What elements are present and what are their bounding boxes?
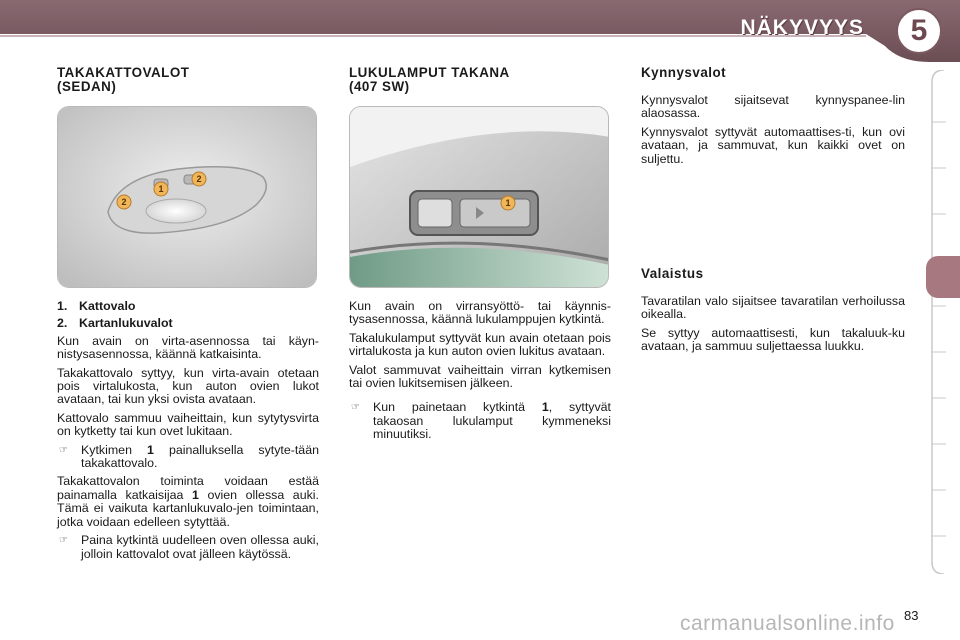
paragraph-text: ovien ollessa auki. Tämä ei vaikuta kartanlukuvalo-jen toimintaan, jotka voidaan edelleen sytyttää. [57, 487, 319, 529]
section-heading-threshold-lights: Kynnysvalot [641, 65, 727, 80]
bullet-text: Paina kytkintä uudelleen oven ollessa auki, jolloin kattovalot ovat jälleen käytössä. [81, 533, 319, 561]
legend-item [57, 300, 319, 313]
bullet-text: , syttyvät takaosan lukulamput kymmeneksi minuutiksi. [373, 400, 611, 442]
bullet-bold: 1 [147, 442, 154, 457]
column-threshold-and-boot-lights [641, 66, 905, 359]
bullet-item [57, 534, 319, 561]
paragraph: Kun avain on virta-asennossa tai käyn-nistysasennossa, käännä katkaisinta. [57, 333, 319, 362]
section-heading-boot-light: Valaistus [641, 266, 704, 282]
legend-label: Kartanlukuvalot [79, 316, 173, 331]
bullet-text: Kun painetaan kytkintä [373, 400, 542, 415]
paragraph: Se syttyy automaattisesti, kun takaluuk-ku avataan, ja sammuu suljettaessa luukku. [641, 325, 905, 354]
bullet-bold: 1 [541, 400, 549, 415]
callout-label: 1 [505, 198, 511, 208]
bullet-item [349, 401, 611, 441]
legend-item [57, 317, 319, 330]
chapter-header [0, 0, 960, 62]
paragraph: Tavaratilan valo sijaitsee tavaratilan verhoilussa oikealla. [641, 294, 905, 322]
paragraph: Kattovalo sammuu vaiheittain, kun sytytysvirta on kytketty tai kun ovet lukitaan. [57, 410, 319, 439]
paragraph: Valot sammuvat vaiheittain virran kytkemisen tai ovien lukitsemisen jälkeen. [349, 362, 611, 391]
paragraph-bold: 1 [191, 487, 199, 502]
callout-label: 1 [158, 184, 164, 194]
legend-label: Kattovalo [79, 299, 136, 313]
section-heading [349, 66, 611, 94]
pointing-hand-icon: ☞ [351, 402, 360, 414]
paragraph [57, 475, 319, 529]
callout-label: 2 [121, 197, 127, 207]
watermark: carmanualsonline.info [680, 612, 895, 635]
paragraph: Takalukulamput syttyvät kun avain otetaan pois virtalukosta ja kun auton ovien lukitus avataan. [349, 330, 611, 359]
paragraph: Takakattovalo syttyy, kun virta-avain otetaan pois virtalukosta, kun auton ovien lukot avataan, tai kun yksi ovista avataan. [57, 365, 319, 407]
column-rear-ceiling-lights [57, 66, 319, 566]
paragraph: Kynnysvalot syttyvät automaattises-ti, kun ovi avataan, ja sammuvat, kun kaikki ovet on suljettu. [641, 124, 905, 166]
pointing-hand-icon: ☞ [59, 444, 68, 456]
page-number: 83 [904, 608, 919, 623]
chapter-title: NÄKYVYYS [740, 16, 864, 39]
paragraph: Kun avain on virransyöttö- tai käynnis-tysasennossa, käännä lukulamppujen kytkintä. [349, 299, 611, 327]
reading-lamp-photo [349, 106, 609, 288]
bullet-item [57, 444, 319, 471]
heading-line-1: TAKAKATTOVALOT [57, 65, 190, 80]
bullet-text: painalluksella sytyte-tään takakattovalo. [81, 442, 319, 471]
legend-number: 2. [57, 316, 68, 331]
legend-number: 1. [57, 299, 68, 313]
section-heading [57, 66, 319, 94]
active-chapter-tab [926, 256, 960, 298]
chapter-number-badge: 5 [896, 8, 942, 54]
heading-line-2: (SEDAN) [57, 79, 117, 94]
ceiling-light-photo [57, 106, 317, 288]
heading-line-1: LUKULAMPUT TAKANA [349, 65, 510, 80]
column-rear-reading-lamps [349, 66, 611, 447]
paragraph-text: Takakattovalon toiminta voidaan estää painamalla katkaisijaa [57, 474, 319, 502]
pointing-hand-icon: ☞ [59, 535, 68, 547]
paragraph: Kynnysvalot sijaitsevat kynnyspanee-lin alaosassa. [641, 93, 905, 121]
chapter-index-tabs [926, 70, 946, 574]
heading-line-2: (407 SW) [349, 79, 410, 94]
bullet-text: Kytkimen [81, 442, 147, 457]
callout-label: 2 [196, 174, 202, 184]
